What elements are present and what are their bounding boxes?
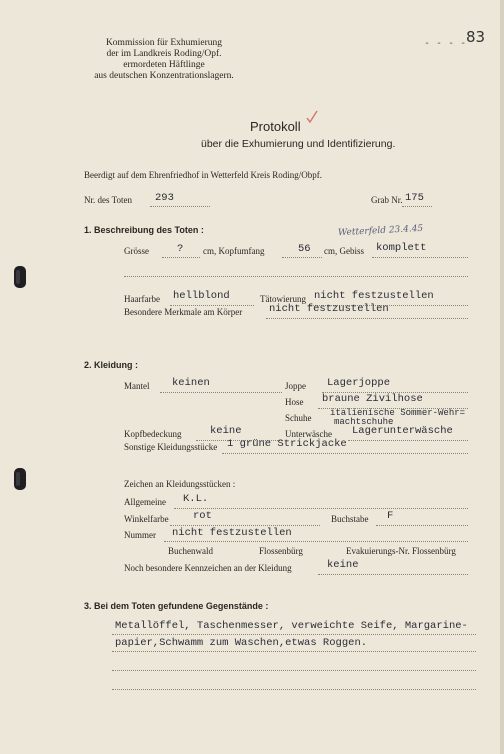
other-clothing-label: Sonstige Kleidungsstücke	[124, 442, 218, 452]
burial-place-line: Beerdigt auf dem Ehrenfriedhof in Wetterfeld Kreis Roding/Obpf.	[84, 170, 323, 180]
dead-number-label: Nr. des Toten	[84, 195, 132, 205]
document-title: Protokoll	[250, 119, 301, 134]
number-line	[164, 541, 468, 542]
handwritten-annotation: Wetterfeld 23.4.45	[337, 223, 424, 239]
jacket-value: Lagerjoppe	[327, 377, 391, 389]
underwear-label: Unterwäsche	[285, 429, 332, 439]
triangle-color-label: Winkelfarbe	[124, 514, 169, 524]
pants-value: braune Zivilhose	[322, 393, 423, 405]
triangle-color-line	[170, 525, 320, 526]
shoes-value-1: italienische Sommer-Wehr=	[330, 408, 466, 418]
general-mark-value: K.L.	[183, 493, 209, 505]
hair-value: hellblond	[173, 290, 230, 302]
headwear-label: Kopfbedeckung	[124, 429, 182, 439]
underwear-line	[348, 440, 468, 441]
other-clothing-line	[222, 453, 468, 454]
other-marks-line	[318, 574, 468, 575]
camp-flossenbuerg: Flossenbürg	[259, 546, 303, 556]
size-label: Grösse	[124, 246, 149, 256]
commission-line-3: ermordeten Häftlinge	[123, 60, 205, 70]
general-mark-label: Allgemeine	[124, 497, 166, 507]
headwear-value: keine	[210, 425, 242, 437]
commission-line-1: Kommission für Exhumierung	[105, 38, 223, 48]
head-size-line	[282, 257, 322, 258]
page-edge	[500, 0, 504, 754]
page-number: 83	[466, 28, 486, 46]
coat-line	[160, 392, 282, 393]
size-unit: cm, Kopfumfang	[203, 246, 265, 256]
grave-number-label: Grab Nr.	[371, 195, 403, 205]
section-3-heading: 3. Bei dem Toten gefundene Gegenstände :	[84, 601, 269, 611]
camp-buchenwald: Buchenwald	[168, 546, 213, 556]
found-items-rule-4	[112, 689, 476, 690]
dead-number-line	[150, 206, 210, 207]
hair-line	[170, 305, 254, 306]
teeth-value: komplett	[376, 242, 427, 254]
other-marks-value: keine	[327, 559, 359, 571]
commission-line-2: der im Landkreis Roding/Opf.	[106, 49, 222, 59]
number-label: Nummer	[124, 530, 156, 540]
clothing-marks-heading: Zeichen an Kleidungsstücken :	[124, 479, 236, 489]
coat-value: keinen	[172, 377, 210, 389]
underwear-value: Lagerunterwäsche	[352, 425, 453, 437]
body-marks-label: Besondere Merkmale am Körper	[124, 307, 243, 317]
head-size-unit: cm, Gebiss	[324, 246, 364, 256]
body-marks-line	[266, 318, 468, 319]
document-subtitle: über die Exhumierung und Identifizierung.	[201, 138, 396, 150]
shoes-label: Schuhe	[285, 413, 312, 423]
commission-line-4: aus deutschen Konzentrationslagern.	[94, 71, 234, 81]
section-2-heading: 2. Kleidung :	[84, 360, 138, 370]
punch-hole-top	[14, 266, 26, 288]
teeth-line	[372, 257, 468, 258]
found-items-rule-3	[112, 670, 476, 671]
head-size-value: 56	[298, 243, 311, 255]
other-marks-label: Noch besondere Kennzeichen an der Kleidung	[124, 563, 292, 573]
jacket-label: Joppe	[285, 381, 306, 391]
section-1-blank-line	[124, 276, 468, 277]
letter-value: F	[387, 510, 394, 522]
body-marks-value: nicht festzustellen	[269, 303, 389, 315]
number-value: nicht festzustellen	[172, 527, 292, 539]
page-number-dashes: - - - -	[424, 38, 467, 49]
tattoo-label: Tätowierung	[260, 294, 306, 304]
found-items-rule-2	[112, 651, 476, 652]
other-clothing-value: 1 grüne Strickjacke	[227, 438, 347, 450]
hair-label: Haarfarbe	[124, 294, 160, 304]
camp-evacuation-number: Evakuierungs-Nr. Flossenbürg	[346, 546, 456, 556]
size-line	[162, 257, 200, 258]
commission-header	[64, 38, 264, 82]
coat-label: Mantel	[124, 381, 150, 391]
dead-number-value: 293	[155, 192, 174, 204]
red-check-mark	[306, 110, 318, 124]
shoes-value-2: machtschuhe	[334, 417, 394, 427]
grave-number-line	[402, 206, 432, 207]
triangle-color-value: rot	[193, 510, 212, 522]
punch-hole-bottom	[14, 468, 26, 490]
grave-number-value: 175	[405, 192, 424, 204]
tattoo-value: nicht festzustellen	[314, 290, 434, 302]
section-1-heading: 1. Beschreibung des Toten :	[84, 225, 204, 235]
letter-label: Buchstabe	[331, 514, 369, 524]
general-mark-line	[174, 508, 468, 509]
found-items-line-1: Metallöffel, Taschenmesser, verweichte Seife, Margarine-	[115, 620, 468, 632]
letter-line	[376, 525, 468, 526]
size-value: ?	[177, 243, 184, 255]
found-items-rule-1	[112, 634, 476, 635]
found-items-line-2: papier,Schwamm zum Waschen,etwas Roggen.	[115, 637, 368, 649]
pants-label: Hose	[285, 397, 304, 407]
